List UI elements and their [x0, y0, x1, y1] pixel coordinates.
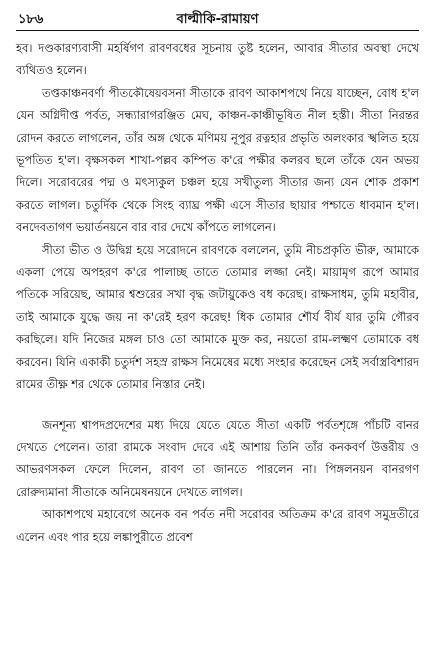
- running-title: বাল্মীকি-রামায়ণ: [176, 12, 259, 27]
- paragraph-4: জনশূন্য শ্বাপদপ্রদেশের মধ্য দিয়ে যেতে যেতে সীতা একটি পর্বতশৃঙ্গে পাঁচটি বানর দেখতে পেলেন। তারা রামকে সংবাদ দেবে এই আশায় তিনি তাঁর কনকবর্ণ উত্তরীয় ও আভরণসকল ফেলে দিলেন, রাবণ তা জানতে পারলেন না। পিঙ্গলনয়ন বানরগণ রোরুদ্যমানা সীতাকে অনিমেষনয়নে দেখতে লাগল।: [16, 417, 419, 499]
- page-header: [16, 8, 419, 31]
- paragraph-2: তপ্তকাঞ্চনবর্ণা পীতকৌষেয়বসনা সীতাকে রাবণ আকাশপথে নিয়ে যাচ্ছেন, বোধ হ'ল যেন অগ্নিদীপ্ত পর্বত, সন্ধ্যারাগরঞ্জিত মেঘ, কাঞ্চন-কাঞ্চীভূষিত নীল হস্তী। সীতা নিরন্তর রোদন করতে লাগলেন, তাঁর অঙ্গ থেকে মণিময় নূপুর রত্নহার প্রভৃতি অলংকার স্খলিত হয়ে ভূপতিত হ'ল। বৃক্ষসকল শাখা-পল্লব কম্পিত ক'রে পক্ষীর কলরব ছলে তাঁকে যেন অভয় দিলে। সরোবরের পদ্ম ও মৎস্যকুল চঞ্চল হয়ে সখীতুল্য সীতার জন্য যেন শোক প্রকাশ করতে লাগল। চতুর্দিক থেকে সিংহ ব্যাঘ্র পক্ষী এসে সীতার ছায়ার পশ্চাতে ধাবমান হ'ল। বনদেবতাগণ ভয়ার্তনয়নে বার বার দেখে কাঁপতে লাগলেন।: [16, 85, 419, 235]
- paragraph-5: আকাশপথে মহাবেগে অনেক বন পর্বত নদী সরোবর অতিক্রম ক'রে রাবণ সমুদ্রতীরে এলেন এবং পার হয়ে লঙ্কাপুরীতে প্রবেশ: [16, 507, 419, 544]
- page-number: ১৮৬: [18, 12, 44, 27]
- body-text: [16, 37, 419, 548]
- paragraph-1: হব। দণ্ডকারণ্যবাসী মহর্ষি‌গণ রাবণবধের সূচনায় তুষ্ট হলেন, আবার সীতার অবস্থা দেখে ব্যথিতও হলেন।: [16, 41, 419, 78]
- paragraph-3: সীতা ভীত ও উদ্বিগ্ন হয়ে সরোদনে রাবণকে বললেন, তুমি নীচপ্রকৃতি ভীরু, আমাকে একলা পেয়ে অপহরণ ক'রে পালাচ্ছ তাতে তোমার লজ্জা নেই। মায়ামৃগ রূপে আমার পতিকে সরিয়েছ, আমার শ্বশুরের সখা বৃদ্ধ জটায়ুকেও বধ করেছ। রাক্ষসাধম, তুমি মহাবীর, তাই আমাকে যুদ্ধে জয় না ক'রেই হরণ করেছ! ধিক তোমার শৌর্য বীর্য যার তুমি গৌরব করছিলে। যদি নিজের মঙ্গল চাও তো আমাকে মুক্ত কর, নয়তো রাম-লক্ষ্মণ তোমাকে বধ করবেন। যিনি একাকী চতুর্দশ সহস্র রাক্ষস নিমেষের মধ্যে সংহার করেছেন সেই সর্বাস্ত্রবিশারদ রামের তীক্ষ্ণ শর থেকে তোমার নিস্তার নেই।: [16, 242, 419, 392]
